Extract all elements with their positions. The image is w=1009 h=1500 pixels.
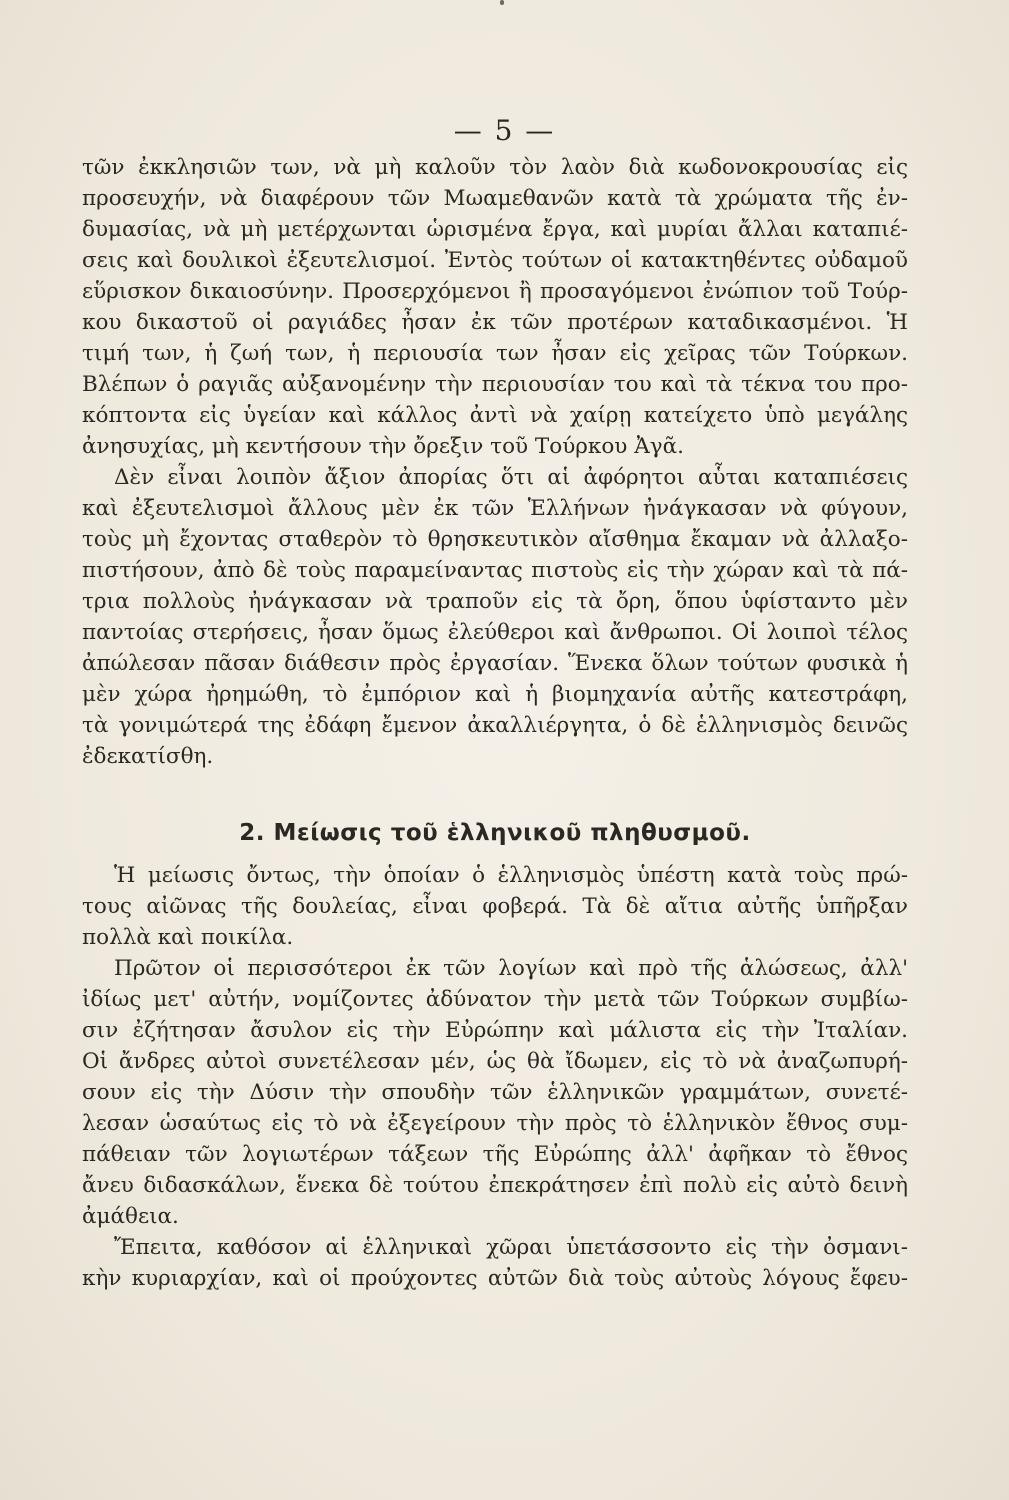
text-line: προσευχήν, νὰ διαφέρουν τῶν Μωαμεθανῶν κατὰ τὰ χρώματα τῆς ἐν- [82, 186, 908, 211]
text-line: κόπτοντα εἰς ὑγείαν καὶ κάλλος ἀντὶ νὰ χαίρῃ κατείχετο ὑπὸ μεγάλης [82, 403, 908, 428]
text-line: κὴν κυριαρχίαν, καὶ οἱ προύχοντες αὐτῶν διὰ τοὺς αὐτοὺς λόγους ἔφευ- [82, 1266, 908, 1291]
text-line: μὲν χώρα ἠρημώθη, τὸ ἐμπόριον καὶ ἡ βιομηχανία αὐτῆς κατεστράφη, [82, 682, 908, 707]
text-line: εὕρισκον δικαιοσύνην. Προσερχόμενοι ἢ προσαγόμενοι ἐνώπιον τοῦ Τούρ- [82, 279, 908, 304]
text-line: πάθειαν τῶν λογιωτέρων τάξεων τῆς Εὐρώπης ἀλλ' ἀφῆκαν τὸ ἔθνος [82, 1142, 908, 1167]
text-line: ἀνησυχίας, μὴ κεντήσουν τὴν ὄρεξιν τοῦ Τούρκου Ἀγᾶ. [82, 434, 684, 459]
text-line: ἀμάθεια. [82, 1204, 179, 1229]
text-line: τὰ γονιμώτερά της ἐδάφη ἔμενον ἀκαλλιέργητα, ὁ δὲ ἑλληνισμὸς δεινῶς [82, 713, 908, 738]
text-line: τοὺς μὴ ἔχοντας σταθερὸν τὸ θρησκευτικὸν αἴσθημα ἔκαμαν νὰ ἀλλαξο- [82, 527, 908, 552]
ink-speck [500, 0, 504, 5]
text-line: πιστήσουν, ἀπὸ δὲ τοὺς παραμείναντας πιστοὺς εἰς τὴν χώραν καὶ τὰ πά- [82, 558, 908, 583]
text-line: σουν εἰς τὴν Δύσιν τὴν σπουδὴν τῶν ἑλληνικῶν γραμμάτων, συνετέ- [82, 1080, 908, 1105]
text-line: λεσαν ὡσαύτως εἰς τὸ νὰ ἐξεγείρουν τὴν πρὸς τὸ ἑλληνικὸν ἔθνος συμ- [82, 1111, 908, 1136]
text-line: ἄνευ διδασκάλων, ἕνεκα δὲ τούτου ἐπεκράτησεν ἐπὶ πολὺ εἰς αὐτὸ δεινὴ [82, 1173, 908, 1198]
text-line: τρια πολλοὺς ἠνάγκασαν νὰ τραποῦν εἰς τὰ ὄρη, ὅπου ὑφίσταντο μὲν [82, 589, 908, 614]
text-line: ἰδίως μετ' αὐτήν, νομίζοντες ἀδύνατον τὴν μετὰ τῶν Τούρκων συμβίω- [82, 987, 908, 1012]
text-line: Δὲν εἶναι λοιπὸν ἄξιον ἀπορίας ὅτι αἱ ἀφόρητοι αὗται καταπιέσεις [114, 465, 908, 490]
body-text [82, 152, 908, 1294]
paragraph-3 [82, 860, 908, 953]
text-line: τους αἰῶνας τῆς δουλείας, εἶναι φοβερά. Τὰ δὲ αἴτια αὐτῆς ὑπῆρξαν [82, 894, 908, 919]
text-line: κου δικαστοῦ οἱ ραγιάδες ἦσαν ἐκ τῶν προτέρων καταδικασμένοι. Ἡ [82, 310, 908, 335]
text-line: καὶ ἐξευτελισμοὶ ἄλλους μὲν ἐκ τῶν Ἑλλήνων ἠνάγκασαν νὰ φύγουν, [82, 496, 908, 521]
text-line: Οἱ ἄνδρες αὐτοὶ συνετέλεσαν μέν, ὡς θὰ ἴδωμεν, εἰς τὸ νὰ ἀναζωπυρή- [82, 1049, 908, 1074]
paragraph-5 [82, 1232, 908, 1294]
text-line: παντοίας στερήσεις, ἦσαν ὅμως ἐλεύθεροι καὶ ἄνθρωποι. Οἱ λοιποὶ τέλος [82, 620, 908, 645]
text-line: Πρῶτον οἱ περισσότεροι ἐκ τῶν λογίων καὶ πρὸ τῆς ἁλώσεως, ἀλλ' [114, 956, 908, 981]
text-line: Ἡ μείωσις ὄντως, τὴν ὁποίαν ὁ ἑλληνισμὸς ὑπέστη κατὰ τοὺς πρώ- [114, 863, 908, 888]
text-line: σεις καὶ δουλικοὶ ἐξευτελισμοί. Ἐντὸς τούτων οἱ κατακτηθέντες οὐδαμοῦ [82, 248, 908, 273]
spacer [82, 772, 908, 816]
text-line: πολλὰ καὶ ποικίλα. [82, 925, 294, 950]
page-number: — 5 — [453, 114, 556, 147]
text-line: τιμή των, ἡ ζωή των, ἡ περιουσία των ἦσαν εἰς χεῖρας τῶν Τούρκων. [82, 341, 908, 366]
text-line: Βλέπων ὁ ραγιᾶς αὐξανομένην τὴν περιουσίαν του καὶ τὰ τέκνα του προ- [82, 372, 908, 397]
text-line: σιν ἐζήτησαν ἄσυλον εἰς τὴν Εὐρώπην καὶ μάλιστα εἰς τὴν Ἰταλίαν. [82, 1018, 908, 1043]
text-line: δυμασίας, νὰ μὴ μετέρχωνται ὡρισμένα ἔργα, καὶ μυρίαι ἄλλαι καταπιέ- [82, 217, 908, 242]
text-line: Ἔπειτα, καθόσον αἱ ἑλληνικαὶ χῶραι ὑπετάσσοντο εἰς τὴν ὀσμανι- [114, 1235, 908, 1260]
paragraph-1 [82, 152, 908, 462]
text-line: τῶν ἐκκλησιῶν των, νὰ μὴ καλοῦν τὸν λαὸν διὰ κωδονοκρουσίας εἰς [82, 155, 908, 180]
section-heading: 2. Μείωσις τοῦ ἑλληνικοῦ πληθυσμοῦ. [239, 820, 751, 846]
text-line: ἐδεκατίσθη. [82, 744, 214, 769]
paragraph-2 [82, 462, 908, 772]
paragraph-4 [82, 953, 908, 1232]
text-line: ἀπώλεσαν πᾶσαν διάθεσιν πρὸς ἐργασίαν. Ἕνεκα ὅλων τούτων φυσικὰ ἡ [82, 651, 908, 676]
